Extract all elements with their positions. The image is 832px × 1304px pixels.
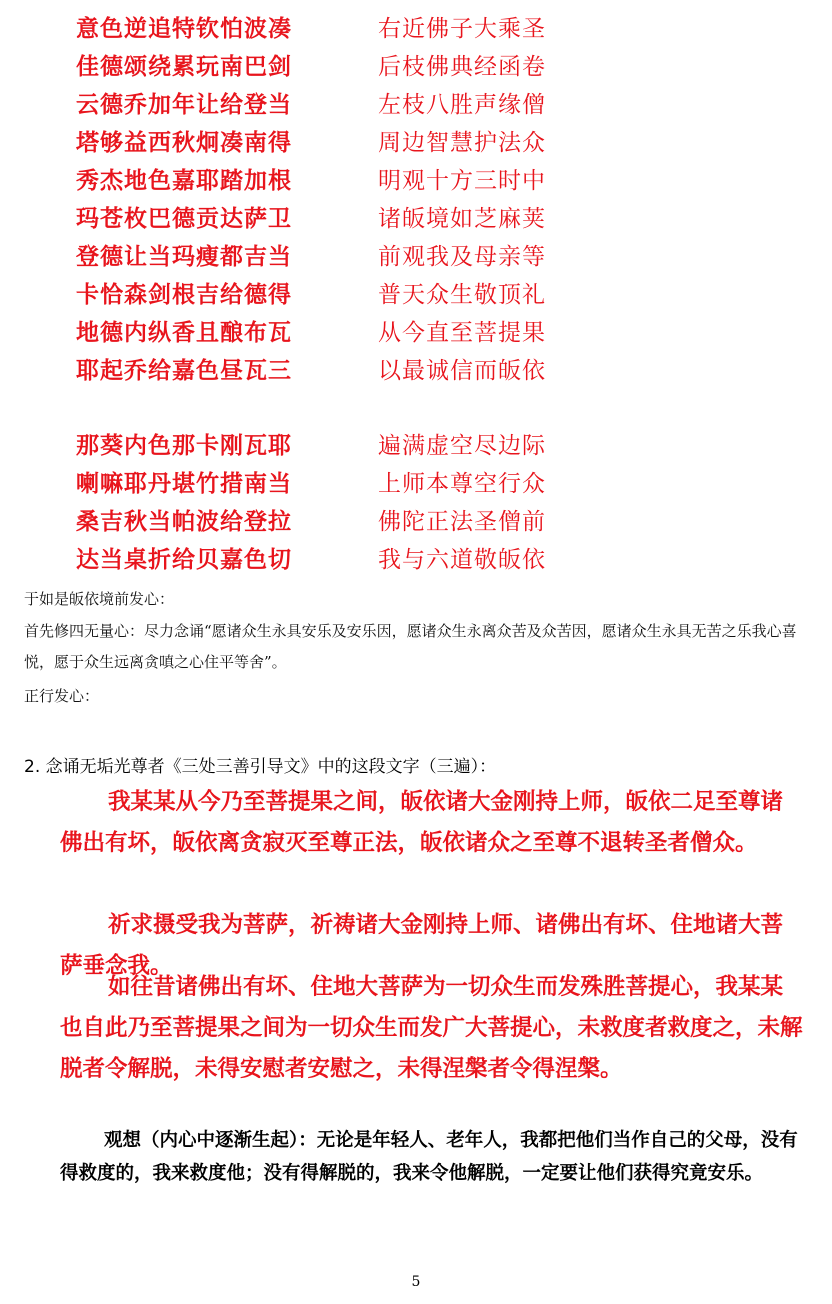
verse-row <box>0 352 832 390</box>
verse-translation: 右近佛子大乘圣 <box>378 16 546 42</box>
verse-transliteration: 秀杰地色嘉耶踏加根 <box>76 167 292 194</box>
verse-row <box>0 200 832 238</box>
verse-row <box>0 10 832 48</box>
bodhicitta-text: 如往昔诸佛出有坏、住地大菩萨为一切众生而发殊胜菩提心，我某某也自此乃至菩提果之间为一切众生而发广大菩提心，未救度者救度之，未解脱者令解脱，未得安慰者安慰之，未得涅槃者令得涅槃。 <box>60 974 803 1082</box>
note-paragraph: 首先修四无量心：尽力念诵“愿诸众生永具安乐及安乐因，愿诸众生永离众苦及众苦因，愿诸众生永具无苦之乐我心喜悦，愿于众生远离贪嗔之心住平等舍”。 <box>24 622 797 671</box>
verse-transliteration: 桑吉秋当帕波给登拉 <box>76 508 292 535</box>
verse-row <box>0 276 832 314</box>
verse-translation: 从今直至菩提果 <box>378 320 546 346</box>
verse-translation: 佛陀正法圣僧前 <box>378 509 546 535</box>
note-line-3: 正行发心： <box>24 687 100 705</box>
verse-translation: 遍满虚空尽边际 <box>378 433 546 459</box>
verse-translation: 左枝八胜声缘僧 <box>378 92 546 118</box>
verse-transliteration: 卡恰森剑根吉给德得 <box>76 281 292 308</box>
verse-translation: 前观我及母亲等 <box>378 244 546 270</box>
verse-translation: 上师本尊空行众 <box>378 471 546 497</box>
visualization-text: 观想（内心中逐渐生起）：无论是年轻人、老年人，我都把他们当作自己的父母，没有得救度的，我来救度他；没有得解脱的，我来令他解脱，一定要让他们获得究竟安乐。 <box>60 1130 798 1184</box>
verse-row <box>0 314 832 352</box>
verse-row <box>0 48 832 86</box>
refuge-text: 我某某从今乃至菩提果之间，皈依诸大金刚持上师，皈依二足至尊诸佛出有坏，皈依离贪寂灭至尊正法，皈依诸众之至尊不退转圣者僧众。 <box>60 789 784 856</box>
verse-transliteration: 地德内纵香且酿布瓦 <box>76 319 292 346</box>
verse-translation: 诸皈境如芝麻荚 <box>378 206 546 232</box>
verse-translation: 普天众生敬顶礼 <box>378 282 546 308</box>
verse-transliteration: 玛苍枚巴德贡达萨卫 <box>76 205 292 232</box>
refuge-paragraph <box>60 782 804 864</box>
prayer-text: 祈求摄受我为菩萨，祈祷诸大金刚持上师、诸佛出有坏、住地诸大菩萨垂念我。 <box>60 912 784 979</box>
verse-row <box>0 503 832 541</box>
verse-row <box>0 238 832 276</box>
verse-transliteration: 塔够益西秋炯凑南得 <box>76 129 292 156</box>
verse-transliteration: 登德让当玛瘦都吉当 <box>76 243 292 270</box>
verse-translation: 我与六道敬皈依 <box>378 547 546 573</box>
verse-row <box>0 162 832 200</box>
verse-translation: 后枝佛典经函卷 <box>378 54 546 80</box>
verse-row <box>0 465 832 503</box>
verse-transliteration: 那葵内色那卡刚瓦耶 <box>76 432 292 459</box>
verse-transliteration: 佳德颂绕累玩南巴剑 <box>76 53 292 80</box>
page-number: 5 <box>411 1274 421 1290</box>
verse-transliteration: 耶起乔给嘉色昼瓦三 <box>76 357 292 384</box>
verse-transliteration: 喇嘛耶丹堪竹措南当 <box>76 470 292 497</box>
verse-transliteration: 达当桌折给贝嘉色切 <box>76 546 292 573</box>
verse-transliteration: 意色逆追特钦怕波凑 <box>76 15 292 42</box>
bodhicitta-paragraph <box>60 967 804 1090</box>
section-heading: 2. 念诵无垢光尊者《三处三善引导文》中的这段文字（三遍）： <box>24 757 497 777</box>
visualization-paragraph <box>60 1124 806 1190</box>
verse-translation: 明观十方三时中 <box>378 168 546 194</box>
verse-row <box>0 124 832 162</box>
note-line-1: 于如是皈依境前发心： <box>24 590 175 608</box>
verse-row <box>0 86 832 124</box>
verse-translation: 周边智慧护法众 <box>378 130 546 156</box>
verse-translation: 以最诚信而皈依 <box>378 358 546 384</box>
verse-transliteration: 云德乔加年让给登当 <box>76 91 292 118</box>
verse-row <box>0 427 832 465</box>
verse-row <box>0 541 832 579</box>
